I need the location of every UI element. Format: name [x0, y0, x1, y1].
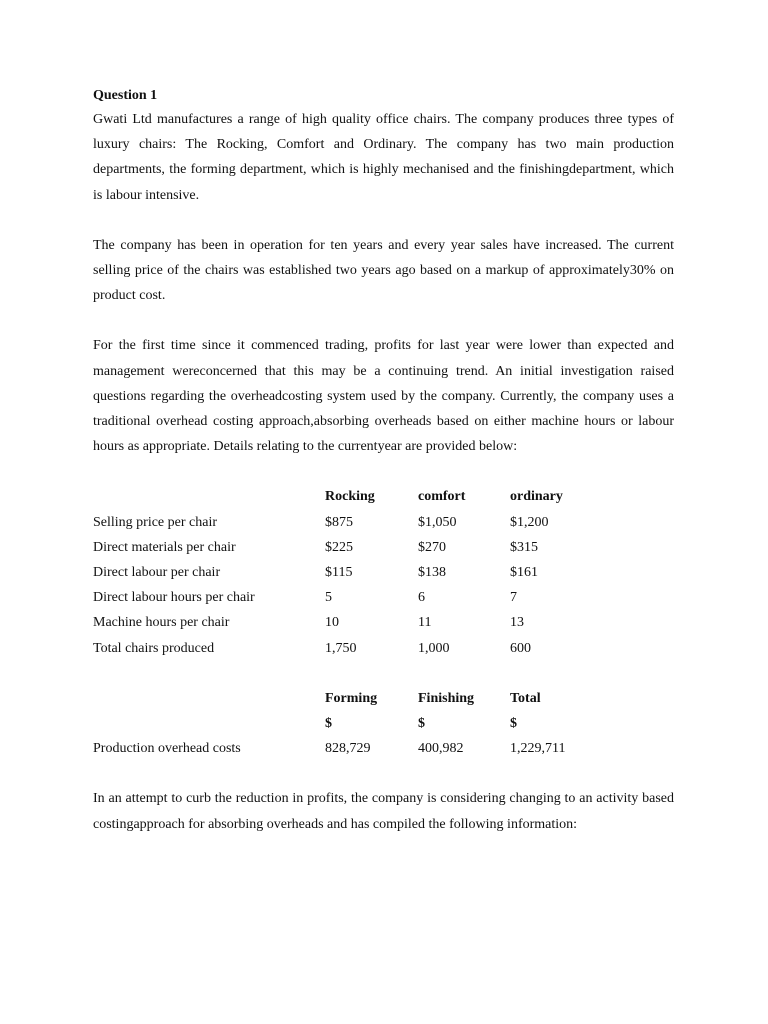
paragraph-costing: For the first time since it commenced trading, profits for last year were lower than expected and management wereconcerned that this may be a continuing trend. An initial investigation raised questions regarding the overheadcosting system used by the company. Currently, the company uses a traditional overhead costing approach,absorbing overheads based on either machine hours or labour hours as appropriate. Details relating to the currentyear are provided below: — [93, 338, 674, 455]
table-row — [93, 636, 674, 661]
table-unit-cell: $ — [325, 715, 332, 731]
table-cell: $138 — [418, 565, 446, 580]
overhead-costs-table — [93, 686, 674, 762]
table-header-cell: Forming — [325, 690, 378, 706]
table-row-label: Direct materials per chair — [93, 539, 236, 555]
table-row — [93, 510, 674, 535]
document-page — [93, 86, 674, 837]
table-cell: 828,729 — [325, 741, 371, 757]
table-row — [93, 736, 674, 761]
table-cell: 13 — [510, 615, 524, 631]
table-cell: 10 — [325, 615, 339, 631]
table-header-row — [93, 484, 674, 509]
table-row — [93, 560, 674, 585]
table-cell: $270 — [418, 539, 446, 555]
table-header-cell: Rocking — [325, 489, 375, 505]
table-row-label: Direct labour per chair — [93, 565, 221, 580]
paragraph-abc: In an attempt to curb the reduction in profits, the company is considering changing to an activity based costingapproach for absorbing overheads and has compiled the following information: — [93, 791, 674, 832]
table-row — [93, 610, 674, 635]
table-header-cell: comfort — [418, 489, 466, 505]
table-units-row — [93, 711, 674, 736]
table-cell: $225 — [325, 539, 353, 555]
table-row-label: Production overhead costs — [93, 741, 241, 757]
table-cell: $315 — [510, 539, 538, 555]
table-row-label: Machine hours per chair — [93, 615, 230, 631]
table-cell: 6 — [418, 590, 425, 606]
table-header-row — [93, 686, 674, 711]
table-header-cell: Total — [510, 690, 541, 706]
table-cell: 600 — [510, 640, 531, 656]
table-header-cell: Finishing — [418, 690, 475, 706]
table-cell: 400,982 — [418, 741, 464, 757]
table-cell: $161 — [510, 565, 538, 580]
table-cell: $1,050 — [418, 514, 457, 530]
paragraph-intro: Gwati Ltd manufactures a range of high quality office chairs. The company produces three types of luxury chairs: The Rocking, Comfort and Ordinary. The company has two main production departments, the forming department, which is highly mechanised and the finishingdepartment, which is labour intensive. — [93, 112, 674, 203]
question-heading: Question 1 — [93, 88, 158, 103]
table-cell: 7 — [510, 590, 517, 606]
table-cell: $875 — [325, 514, 353, 530]
table-cell: 1,000 — [418, 640, 450, 656]
table-row-label: Selling price per chair — [93, 514, 218, 530]
table-row — [93, 585, 674, 610]
table-cell: 1,229,711 — [510, 741, 566, 757]
table-unit-cell: $ — [418, 715, 425, 731]
table-cell: $1,200 — [510, 514, 549, 530]
paragraph-history: The company has been in operation for ten years and every year sales have increased. The current selling price of the chairs was established two years ago based on a markup of approximately30% on product cost. — [93, 237, 674, 304]
table-cell: 5 — [325, 590, 332, 606]
table-row-label: Direct labour hours per chair — [93, 590, 255, 606]
table-row — [93, 535, 674, 560]
table-unit-cell: $ — [510, 715, 517, 731]
table-row-label: Total chairs produced — [93, 640, 215, 656]
table-cell: $115 — [325, 565, 353, 580]
table-cell: 11 — [418, 615, 432, 631]
table-cell: 1,750 — [325, 640, 357, 656]
product-details-table — [93, 484, 674, 660]
table-header-cell: ordinary — [510, 489, 563, 505]
